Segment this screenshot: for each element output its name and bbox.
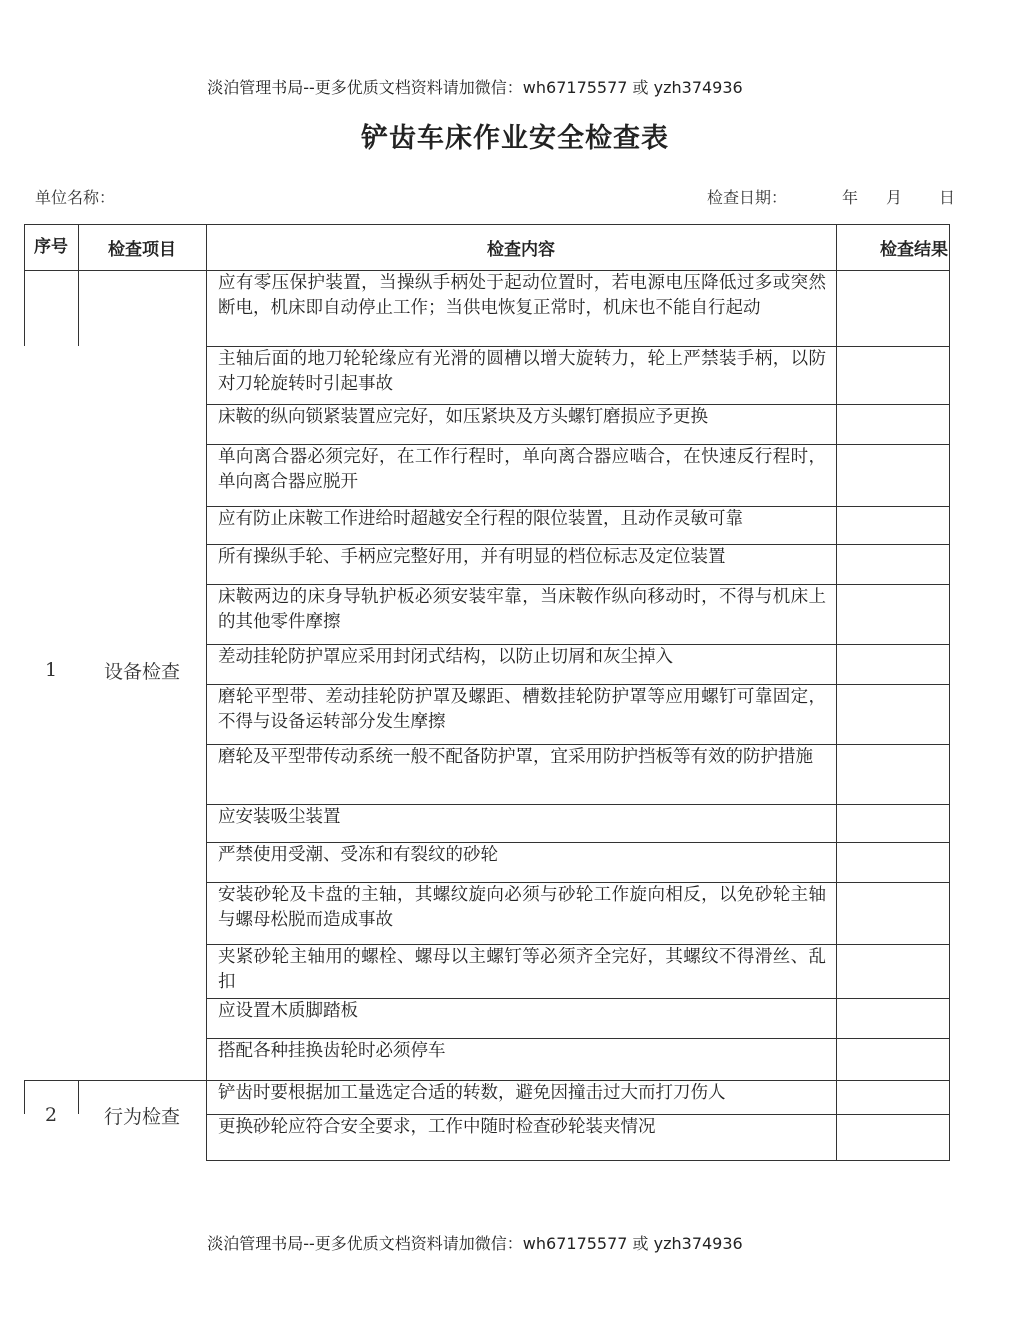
group-1-item: 设备检查 (103, 660, 180, 683)
table-row-content: 搭配各种挂换齿轮时必须停车 (218, 1041, 446, 1061)
table-row-result[interactable] (837, 585, 949, 644)
group-1-seq: 1 (44, 659, 58, 681)
table-row-result[interactable] (837, 745, 949, 804)
header-item: 检查项目 (108, 239, 176, 260)
table-row-result[interactable] (837, 1081, 949, 1114)
table-row-content: 应设置木质脚踏板 (218, 1001, 358, 1021)
table-row-result[interactable] (837, 999, 949, 1038)
table-row-result[interactable] (837, 1115, 949, 1160)
table-rule (78, 270, 79, 346)
group-2-item: 行为检查 (103, 1105, 180, 1128)
table-row-result[interactable] (837, 1039, 949, 1080)
table-row-content: 磨轮平型带、差动挂轮防护罩及螺距、槽数挂轮防护罩等应用螺钉可靠固定，不得与设备运转部分发生摩擦 (218, 687, 826, 732)
table-row-result[interactable] (837, 347, 949, 404)
header-content: 检查内容 (487, 239, 555, 260)
table-rule (206, 1160, 950, 1161)
table-row-result[interactable] (837, 507, 949, 544)
date-day-label: 日 (939, 188, 956, 207)
table-row-result[interactable] (837, 843, 949, 882)
table-row-content: 更换砂轮应符合安全要求，工作中随时检查砂轮装夹情况 (218, 1117, 656, 1137)
table-row-result[interactable] (837, 445, 949, 506)
table-row-content: 床鞍的纵向锁紧装置应完好，如压紧块及方头螺钉磨损应予更换 (218, 407, 708, 427)
page-title: 铲齿车床作业安全检查表 (361, 123, 669, 154)
table-row-content: 应有防止床鞍工作进给时超越安全行程的限位装置，且动作灵敏可靠 (218, 509, 743, 529)
header-seq: 序号 (34, 237, 68, 257)
table-rule (949, 224, 950, 1160)
table-row-content: 所有操纵手轮、手柄应完整好用，并有明显的档位标志及定位装置 (218, 547, 726, 567)
table-row-result[interactable] (837, 685, 949, 744)
table-row-result[interactable] (837, 271, 949, 346)
table-row-content: 铲齿时要根据加工量选定合适的转数，避免因撞击过大而打刀伤人 (218, 1083, 726, 1103)
table-row-result[interactable] (837, 405, 949, 444)
table-rule (24, 270, 25, 346)
date-month-label: 月 (886, 188, 903, 207)
table-row-result[interactable] (837, 545, 949, 584)
table-row-result[interactable] (837, 883, 949, 944)
table-row-content: 床鞍两边的床身导轨护板必须安装牢靠，当床鞍作纵向移动时，不得与机床上的其他零件摩擦 (218, 587, 826, 632)
group-2-seq: 2 (44, 1104, 58, 1126)
footer-watermark-note: 淡泊管理书局--更多优质文档资料请加微信：wh67175577 或 yzh374936 (207, 1234, 743, 1253)
header-watermark-note: 淡泊管理书局--更多优质文档资料请加微信：wh67175577 或 yzh374936 (207, 78, 743, 97)
table-row-result[interactable] (837, 945, 949, 998)
table-row-content: 严禁使用受潮、受冻和有裂纹的砂轮 (218, 845, 498, 865)
table-row-content: 磨轮及平型带传动系统一般不配备防护罩，宜采用防护挡板等有效的防护措施 (218, 747, 813, 767)
table-row-content: 应安装吸尘装置 (218, 807, 341, 827)
table-row-content: 主轴后面的地刀轮轮缘应有光滑的圆槽以增大旋转力，轮上严禁装手柄，以防对刀轮旋转时引起事故 (218, 349, 826, 394)
date-year-label: 年 (842, 188, 859, 207)
table-row-content: 夹紧砂轮主轴用的螺栓、螺母以主螺钉等必须齐全完好，其螺纹不得滑丝、乱扣 (218, 947, 826, 992)
header-result: 检查结果 (880, 239, 948, 260)
table-row-result[interactable] (837, 645, 949, 684)
table-row-content: 差动挂轮防护罩应采用封闭式结构，以防止切屑和灰尘掉入 (218, 647, 673, 667)
inspection-date-label: 检查日期： (707, 188, 788, 207)
table-row-content: 应有零压保护装置，当操纵手柄处于起动位置时，若电源电压降低过多或突然断电，机床即自动停止工作；当供电恢复正常时，机床也不能自行起动 (218, 273, 826, 318)
unit-name-label: 单位名称： (35, 188, 116, 207)
table-rule (206, 224, 207, 1160)
table-row-content: 安装砂轮及卡盘的主轴，其螺纹旋向必须与砂轮工作旋向相反，以免砂轮主轴与螺母松脱而造成事故 (218, 885, 826, 930)
table-row-result[interactable] (837, 805, 949, 842)
table-row-content: 单向离合器必须完好，在工作行程时，单向离合器应啮合，在快速反行程时，单向离合器应脱开 (218, 447, 826, 492)
table-rule (24, 1080, 206, 1081)
